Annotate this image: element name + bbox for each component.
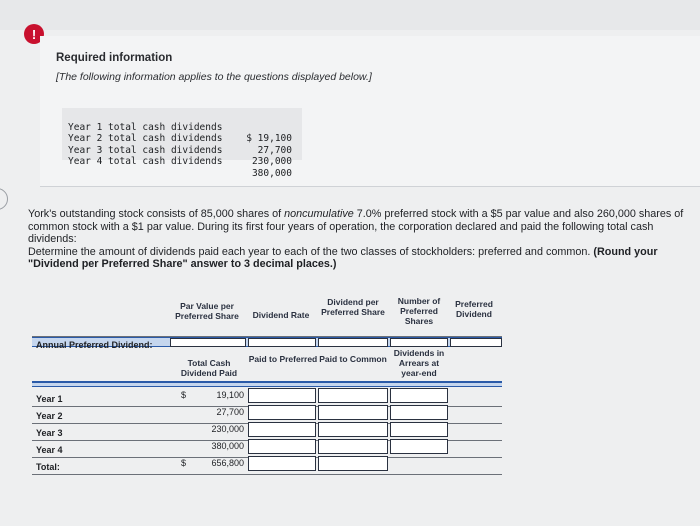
paid-preferred-input[interactable] [248,405,316,420]
paid-preferred-total-input[interactable] [248,456,316,471]
question-rounding-note: (Round your "Dividend per Preferred Share" answer to 3 decimal places.) [28,245,658,271]
dividend-amount: 380,000 [251,167,292,179]
total-cash-year-2: 27,700 [216,407,244,417]
dividend-amount: 230,000 [251,156,292,167]
dividend-amount: $ 19,100 [246,133,292,144]
row-label-year-4: Year 4 [36,445,63,455]
dividend-label: Year 4 total cash dividends [68,156,223,167]
paid-preferred-input[interactable] [248,422,316,437]
dividend-label: Year 1 total cash dividends [68,121,223,133]
required-info-title: Required information [56,52,173,64]
col-header-arrears: Dividends in Arrears at year-end [393,348,445,378]
required-info-subtitle: [The following information applies to the questions displayed below.] [56,71,372,83]
top-strip [0,0,700,30]
dividend-list [62,108,302,179]
paid-common-input[interactable] [318,405,388,420]
total-cash-year-4: 380,000 [211,441,244,451]
annual-dividend-label: Annual Preferred Dividend: [36,340,153,350]
paid-preferred-input[interactable] [248,388,316,403]
number-shares-input[interactable] [390,338,448,347]
dividend-label: Year 2 total cash dividends [68,133,223,144]
collapse-handle-icon[interactable] [0,188,8,210]
arrears-input[interactable] [390,439,448,454]
par-value-input[interactable] [170,338,246,347]
paid-preferred-input[interactable] [248,439,316,454]
total-cash-total: 656,800 [211,458,244,468]
paid-common-total-input[interactable] [318,456,388,471]
col-header-dividend-per-share: Dividend per Preferred Share [321,297,385,317]
row-label-year-2: Year 2 [36,411,63,421]
dividend-rate-input[interactable] [248,338,316,347]
total-cash-year-1: 19,100 [216,390,244,400]
paid-common-input[interactable] [318,422,388,437]
col-header-dividend-rate: Dividend Rate [252,310,310,320]
arrears-input[interactable] [390,405,448,420]
col-header-total-cash: Total Cash Dividend Paid [180,358,238,378]
dollar-sign: $ [181,458,187,468]
years-band [32,381,502,387]
arrears-input[interactable] [390,422,448,437]
col-header-preferred-dividend: Preferred Dividend [455,299,493,319]
alert-icon: ! [24,24,44,44]
dollar-sign: $ [181,390,187,400]
divider [32,336,502,337]
total-cash-year-3: 230,000 [211,424,244,434]
question-emphasis: noncumulative [284,208,354,220]
question-part: 7.0% preferred stock with a $5 par value and also 260,000 shares of common stock with a $1 par value. During its first four years of operation, the corporation declared and paid the following total cash dividends: [28,208,684,246]
row-label-year-1: Year 1 [36,394,63,404]
col-header-par-value: Par Value per Preferred Share [175,301,239,321]
divider [32,474,502,475]
dividend-amount: 27,700 [257,144,292,156]
row-label-total: Total: [36,462,60,472]
arrears-input[interactable] [390,388,448,403]
question-part: York's outstanding stock consists of 85,000 shares of [28,208,285,220]
question-text [28,208,696,271]
paid-common-input[interactable] [318,388,388,403]
preferred-dividend-input[interactable] [450,338,502,347]
paid-common-input[interactable] [318,439,388,454]
dividend-label: Year 3 total cash dividends [68,144,223,156]
question-instruction: Determine the amount of dividends paid each year to each of the two classes of stockholders: preferred and common. [28,245,594,258]
col-header-paid-preferred: Paid to Preferred [248,354,318,364]
col-header-paid-common: Paid to Common [319,354,387,364]
col-header-number-shares: Number of Preferred Shares [397,296,441,326]
row-label-year-3: Year 3 [36,428,63,438]
dividend-per-share-input[interactable] [318,338,388,347]
